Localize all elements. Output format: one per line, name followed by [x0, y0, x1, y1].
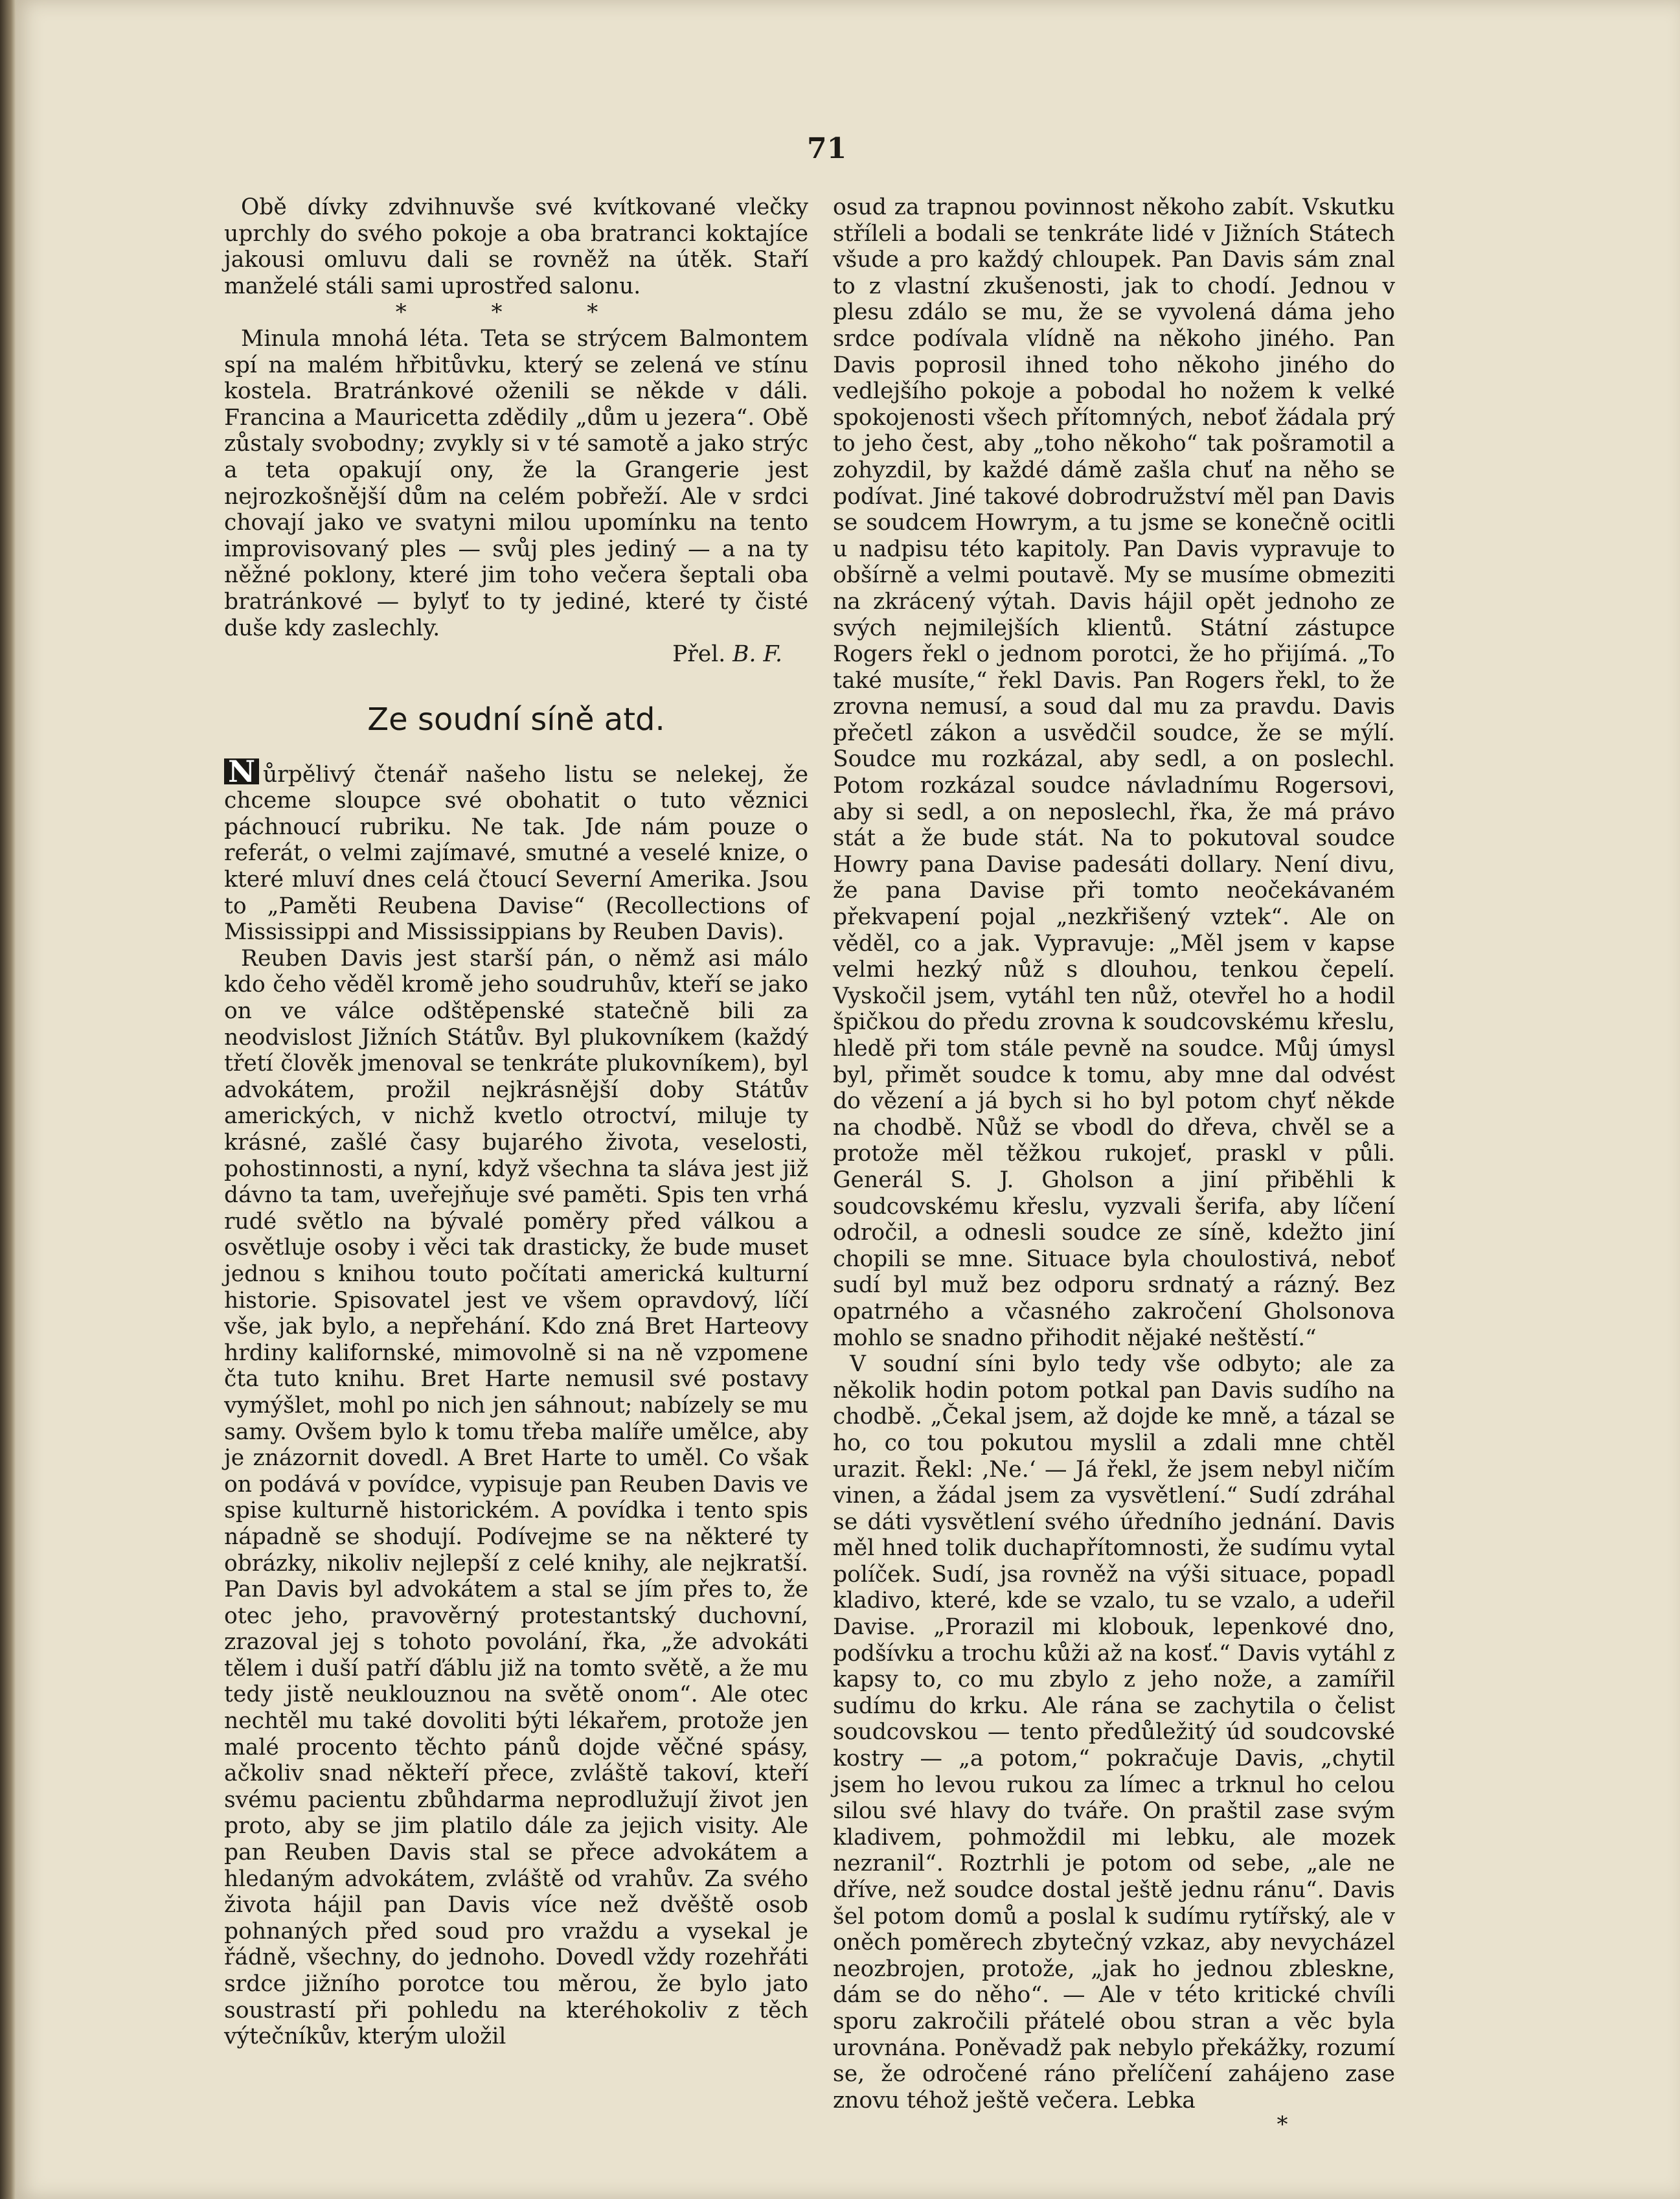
book-spine-edge: [0, 0, 16, 2199]
paragraph-ending-story: Obě dívky zdvihnuvše své kvítkované vlečky uprchly do svého pokoje a oba bratranci koktajíce jakousi omluvu dali se rovněž na útěk. Staří manželé stáli sami uprostřed salonu.: [224, 194, 808, 299]
page-number: 71: [807, 132, 847, 165]
right-column: [833, 194, 1395, 2136]
paragraph-continuation: osud za trapnou povinnost někoho zabít. Vskutku stříleli a bodali se tenkráte lidé v Jižních Státech všude a pro každý chloupek. Pan Davis sám znal to z vlastní zkušenosti, jak to chodí. Jednou v plesu zdálo se mu, že se vyvolená dáma jeho srdce podívala vlídně na někoho jiného. Pan Davis poprosil ihned toho někoho jiného do vedlejšího pokoje a pobodal ho nožem k velké spokojenosti všech přítomných, neboť žádala prý to jeho čest, aby „toho někoho“ tak pošramotil a zohyzdil, by každé dámě zašla chuť na něho se podívat. Jiné takové dobrodružství měl pan Davis se soudcem Howrym, a tu jsme se konečně ocitli u nadpisu této kapitoly. Pan Davis vypravuje to obšírně a velmi poutavě. My se musíme obmeziti na zkrácený výtah. Davis hájil opět jednoho ze svých nejmilejších klientů. Státní zástupce Rogers řekl o jednom porotci, že ho přijímá. „To také musíte,“ řekl Davis. Pan Rogers řekl, to že zrovna nemusí, a soud dal mu za pravdu. Davis přečetl zákon a usvědčil soudce, že se mýlí. Soudce mu rozkázal, aby sedl, a on poslechl. Potom rozkázal soudce návladnímu Rogersovi, aby si sedl, a on neposlechl, řka, že má právo stát a že bude stát. Na to pokutoval soudce Howry pana Davise padesáti dollary. Není divu, že pana Davise při tomto neočekávaném překvapení pojal „nezkřišený vztek“. Ale on věděl, co a jak. Vypravuje: „Měl jsem v kapse velmi hezký nůž s dlouhou, tenkou čepelí. Vyskočil jsem, vytáhl ten nůž, otevřel ho a hodil špičkou do předu zrovna k soudcovskému křeslu, hledě při tom stále pevně na soudce. Můj úmysl byl, přimět soudce k tomu, aby mne dal odvést do vězení a já bych si ho byl potom chyť někde na chodbě. Nůž se vbodl do dřeva, chvěl se a protože měl těžkou rukojeť, praskl v půli. Generál S. J. Gholson a jiní přiběhli k soudcovskému křeslu, vyzvali šerifa, aby líčení odročil, a odnesli soudce ze síně, kdežto jiní chopili se mne. Situace byla choulostivá, neboť sudí byl muž bez odporu srdnatý a rázný. Bez opatrného a včasného zakročení Gholsonova mohlo se snadno přihodit nějaké neštěstí.“: [833, 194, 1395, 1351]
attribution-prefix: Přel.: [672, 641, 726, 668]
translator-attribution: [224, 641, 808, 668]
book-page: [16, 0, 1680, 2199]
attribution-initials: B. F.: [732, 641, 782, 668]
paragraph-intro: [224, 753, 808, 946]
paragraph-courtroom-aftermath: V soudní síni bylo tedy vše odbyto; ale za několik hodin potom potkal pan Davis sudího na chodbě. „Čekal jsem, až dojde ke mně, a tázal se ho, co tou pokutou myslil a zdali mne chtěl urazit. Řekl: ‚Ne.‘ — Já řekl, že jsem nebyl ničím vinen, a žádal jsem za vysvětlení.“ Sudí zdráhal se dáti vysvětlení svého úředního jednání. Davis měl hned tolik duchapřítomnosti, že sudímu vytal políček. Sudí, jsa rovněž na výši situace, popadl kladivo, které, kde se vzalo, tu se vzalo, a udeřil Davise. „Prorazil mi klobouk, lepenkové dno, podšívku a trochu kůži až na kosť.“ Davis vytáhl z kapsy to, co mu zbylo z jeho nože, a zamířil sudímu do krku. Ale rána se zachytila o čelist soudcovskou — tento předůležitý úd soudcovské kostry — „a potom,“ pokračuje Davis, „chytil jsem ho levou rukou za límec a trknul ho celou silou své hlavy do tváře. On praštil zase svým kladivem, pohmoždil mi lebku, ale mozek nezranil“. Roztrhli je potom od sebe, „ale ne dříve, než soudce dostal ještě jednu ránu“. Davis šel potom domů a poslal k sudímu rytířský, ale v oněch poměrech zbytečný vzkaz, aby nevycházel neozbrojen, protože, „jak ho jednou zbleskne, dám se do něho“. — Ale v této kritické chvíli sporu zakročili přátelé obou stran a věc byla urovnána. Poněvadž pak nebylo překážky, rozumí se, že odročené ráno přelíčení zahájeno zase znovu téhož ještě večera. Lebka: [833, 1351, 1395, 2114]
section-asterism: * * *: [395, 299, 637, 326]
continuation-mark: *: [1277, 2112, 1288, 2138]
paragraph-reuben-davis: Reuben Davis jest starší pán, o němž asi málo kdo čeho věděl kromě jeho soudruhův, kteří se jako on ve válce odštěpenské statečně bili za neodvislost Jižních Státův. Byl plukovníkem (každý třetí člověk jmenoval se tenkráte plukovníkem), byl advokátem, prožil nejkrásnější doby Státův amerických, v nichž kvetlo otroctví, miluje ty krásné, zašlé časy bujarého života, veselosti, pohostinnosti, a nyní, když všechna ta sláva jest již dávno ta tam, uveřejňuje své paměti. Spis ten vrhá rudé světlo na bývalé poměry před válkou a osvětluje osoby i věci tak drasticky, že bude muset jednou s knihou touto počítati americká kulturní historie. Spisovatel jest ve všem opravdový, líčí vše, jak bylo, a nepřehání. Kdo zná Bret Harteovy hrdiny kalifornské, mimovolně si na ně vzpomene čta tuto knihu. Bret Harte nemusil své postavy vymýšlet, mohl po nich jen sáhnout; nabízely se mu samy. Ovšem bylo k tomu třeba malíře umělce, aby je znázornit dovedl. A Bret Harte to uměl. Co však on podává v povídce, vypisuje pan Reuben Davis ve spise kulturně historickém. A povídka i tento spis nápadně se shodují. Podívejme se na některé ty obrázky, nikoliv nejlepší z celé knihy, ale nejkratší. Pan Davis byl advokátem a stal se jím přes to, že otec jeho, pravověrný protestantský duchovní, zrazoval jej s tohoto povolání, řka, „že advokáti tělem i duší patří ďáblu již na tomto světě, a že mu tedy jistě neuklouznou na světě onom“. Ale otec nechtěl mu také dovoliti býti lékařem, protože jen malé procento těchto pánů dojde věčné spásy, ačkoliv snad někteří přece, zvláště takoví, kteří svému pacientu zbůhdarma neprodlužují život jen proto, aby se jim platilo dále za jejich visity. Ale pan Reuben Davis stal se přece advokátem a hledaným advokátem, zvláště od vrahův. Za svého života hájil pan Davis více než dvěště osob pohnaných před soud pro vraždu a vysekal je řádně, všechny, do jednoho. Dovedl vždy rozehřáti srdce jižního porotce tou měrou, že bylo jato soustrastí při pohledu na kteréhokoliv z těch výtečníkův, kterým uložil: [224, 945, 808, 2050]
section-title: Ze soudní síně atd.: [367, 701, 665, 738]
left-column: [224, 194, 808, 2050]
drop-cap-initial: N: [224, 758, 259, 784]
paragraph-epilogue: Minula mnohá léta. Teta se strýcem Balmontem spí na malém hřbitůvku, který se zelená ve stínu kostela. Bratránkové oženili se někde v dáli. Francina a Mauricetta zdědily „dům u jezera“. Obě zůstaly svobodny; zvykly si v té samotě a jako strýc a teta opakují ony, že la Grangerie jest nejrozkošnější dům na celém pobřeží. Ale v srdci chovají jako ve svatyni milou upomínku na tento improvisovaný ples — svůj ples jediný — a na ty něžné poklony, které jim toho večera šeptali oba bratránkové — bylyť to ty jediné, které ty čisté duše kdy zaslechly.: [224, 325, 808, 641]
paragraph-intro-text: ůrpělivý čtenář našeho listu se nelekej, že chceme sloupce své obohatit o tuto věznici páchnoucí rubriku. Ne tak. Jde nám pouze o referát, o velmi zajímavé, smutné a veselé knize, o které mluví dnes celá čtoucí Severní Amerika. Jsou to „Paměti Reubena Davise“ (Recollections of Mississippi and Mississippians by Reuben Davis).: [224, 761, 808, 946]
